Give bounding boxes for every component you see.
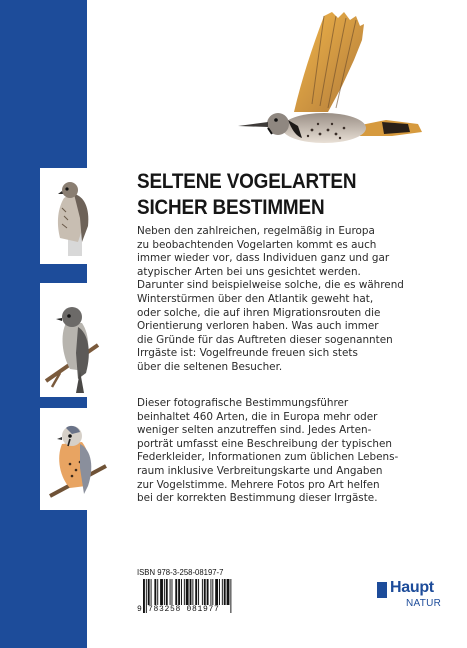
publisher-name: Haupt	[390, 579, 434, 596]
flycatcher-thumbnail	[40, 283, 112, 397]
title-line: SELTENE VOGELARTEN	[137, 169, 357, 193]
text-line: Irrgäste ist: Vogelfreunde freuen sich stets	[137, 347, 358, 360]
barcode-bar	[224, 579, 226, 605]
title-line: SICHER BESTIMMEN	[137, 195, 325, 219]
publisher-mark-icon	[377, 582, 387, 598]
kestrel-thumbnail	[40, 408, 112, 510]
barcode-bar	[207, 579, 209, 605]
barcode-bar	[222, 579, 223, 605]
text-line: Orientierung verloren haben. Was auch immer	[137, 320, 379, 333]
barcode-bar	[186, 579, 189, 605]
text-line: oder solche, die auf ihren Migrationsrouten die	[137, 306, 381, 319]
barcode-bar	[172, 579, 173, 605]
text-line: die Gründe für das Auftreten dieser sogenannten	[137, 333, 393, 346]
text-line: weniger selten anzutreffen sind. Jedes Arten-	[137, 424, 372, 437]
barcode-bar	[202, 579, 203, 605]
isbn-label: ISBN 978-3-258-08197-7	[137, 567, 224, 577]
barcode-bar	[181, 579, 182, 605]
barcode-bar	[184, 579, 185, 605]
text-line: Neben den zahlreichen, regelmäßig in Europa	[137, 225, 375, 237]
text-line: zu beobachtenden Vogelarten kommt es auch	[137, 238, 377, 251]
text-line: Dieser fotografische Bestimmungsführer	[137, 397, 349, 409]
barcode-bar	[157, 579, 158, 605]
blurb-paragraph-1	[137, 225, 457, 375]
text-line: zur Vogelstimme. Mehrere Fotos pro Art helfen	[137, 478, 380, 491]
text-line: raum inklusive Verbreitungskarte und Angaben	[137, 464, 383, 477]
barcode-bar	[227, 579, 230, 605]
barcode-bar	[160, 579, 163, 605]
book-title	[137, 168, 419, 220]
barcode-bar	[212, 579, 213, 605]
barcode-bar	[192, 579, 193, 605]
barcode-number: 9 783258 081977	[137, 605, 220, 614]
barcode-bar	[148, 579, 150, 605]
flying-bird-photo	[232, 8, 464, 150]
barcode-bar	[170, 579, 171, 605]
barcode-bar	[219, 579, 220, 605]
barcode-bar	[210, 579, 211, 605]
falcon-thumbnail	[40, 168, 112, 264]
text-line: beinhaltet 460 Arten, die in Europa mehr oder	[137, 410, 378, 423]
barcode-bar	[178, 579, 180, 605]
barcode-bar	[190, 579, 192, 605]
text-line: immer wieder vor, dass Individuen ganz und gar	[137, 252, 390, 265]
barcode-bar	[164, 579, 165, 605]
text-line: Winterstürmen über den Atlantik geweht hat,	[137, 292, 374, 305]
text-line: Darunter sind beispielweise solche, die es während	[137, 279, 404, 292]
text-line: über die seltenen Besucher.	[137, 360, 283, 373]
barcode-bar	[204, 579, 206, 605]
barcode-bar	[195, 579, 197, 605]
barcode-bar	[166, 579, 168, 605]
publisher-imprint: NATUR	[406, 598, 442, 609]
text-line: Federkleider, Informationen zum üblichen Lebens-	[137, 451, 399, 464]
text-line: atypischer Arten bei uns gesichtet werden.	[137, 265, 361, 278]
publisher-logo	[377, 581, 457, 611]
barcode-bar	[154, 579, 156, 605]
barcode-bar	[198, 579, 199, 605]
blurb-paragraph-2	[137, 397, 457, 506]
text-line: bei der korrekten Bestimmung dieser Irrgäste.	[137, 492, 378, 505]
barcode-bar	[175, 579, 177, 605]
barcode-bar	[215, 579, 218, 605]
text-line: porträt umfasst eine Beschreibung der typischen	[137, 437, 392, 450]
barcode-bar	[151, 579, 152, 605]
